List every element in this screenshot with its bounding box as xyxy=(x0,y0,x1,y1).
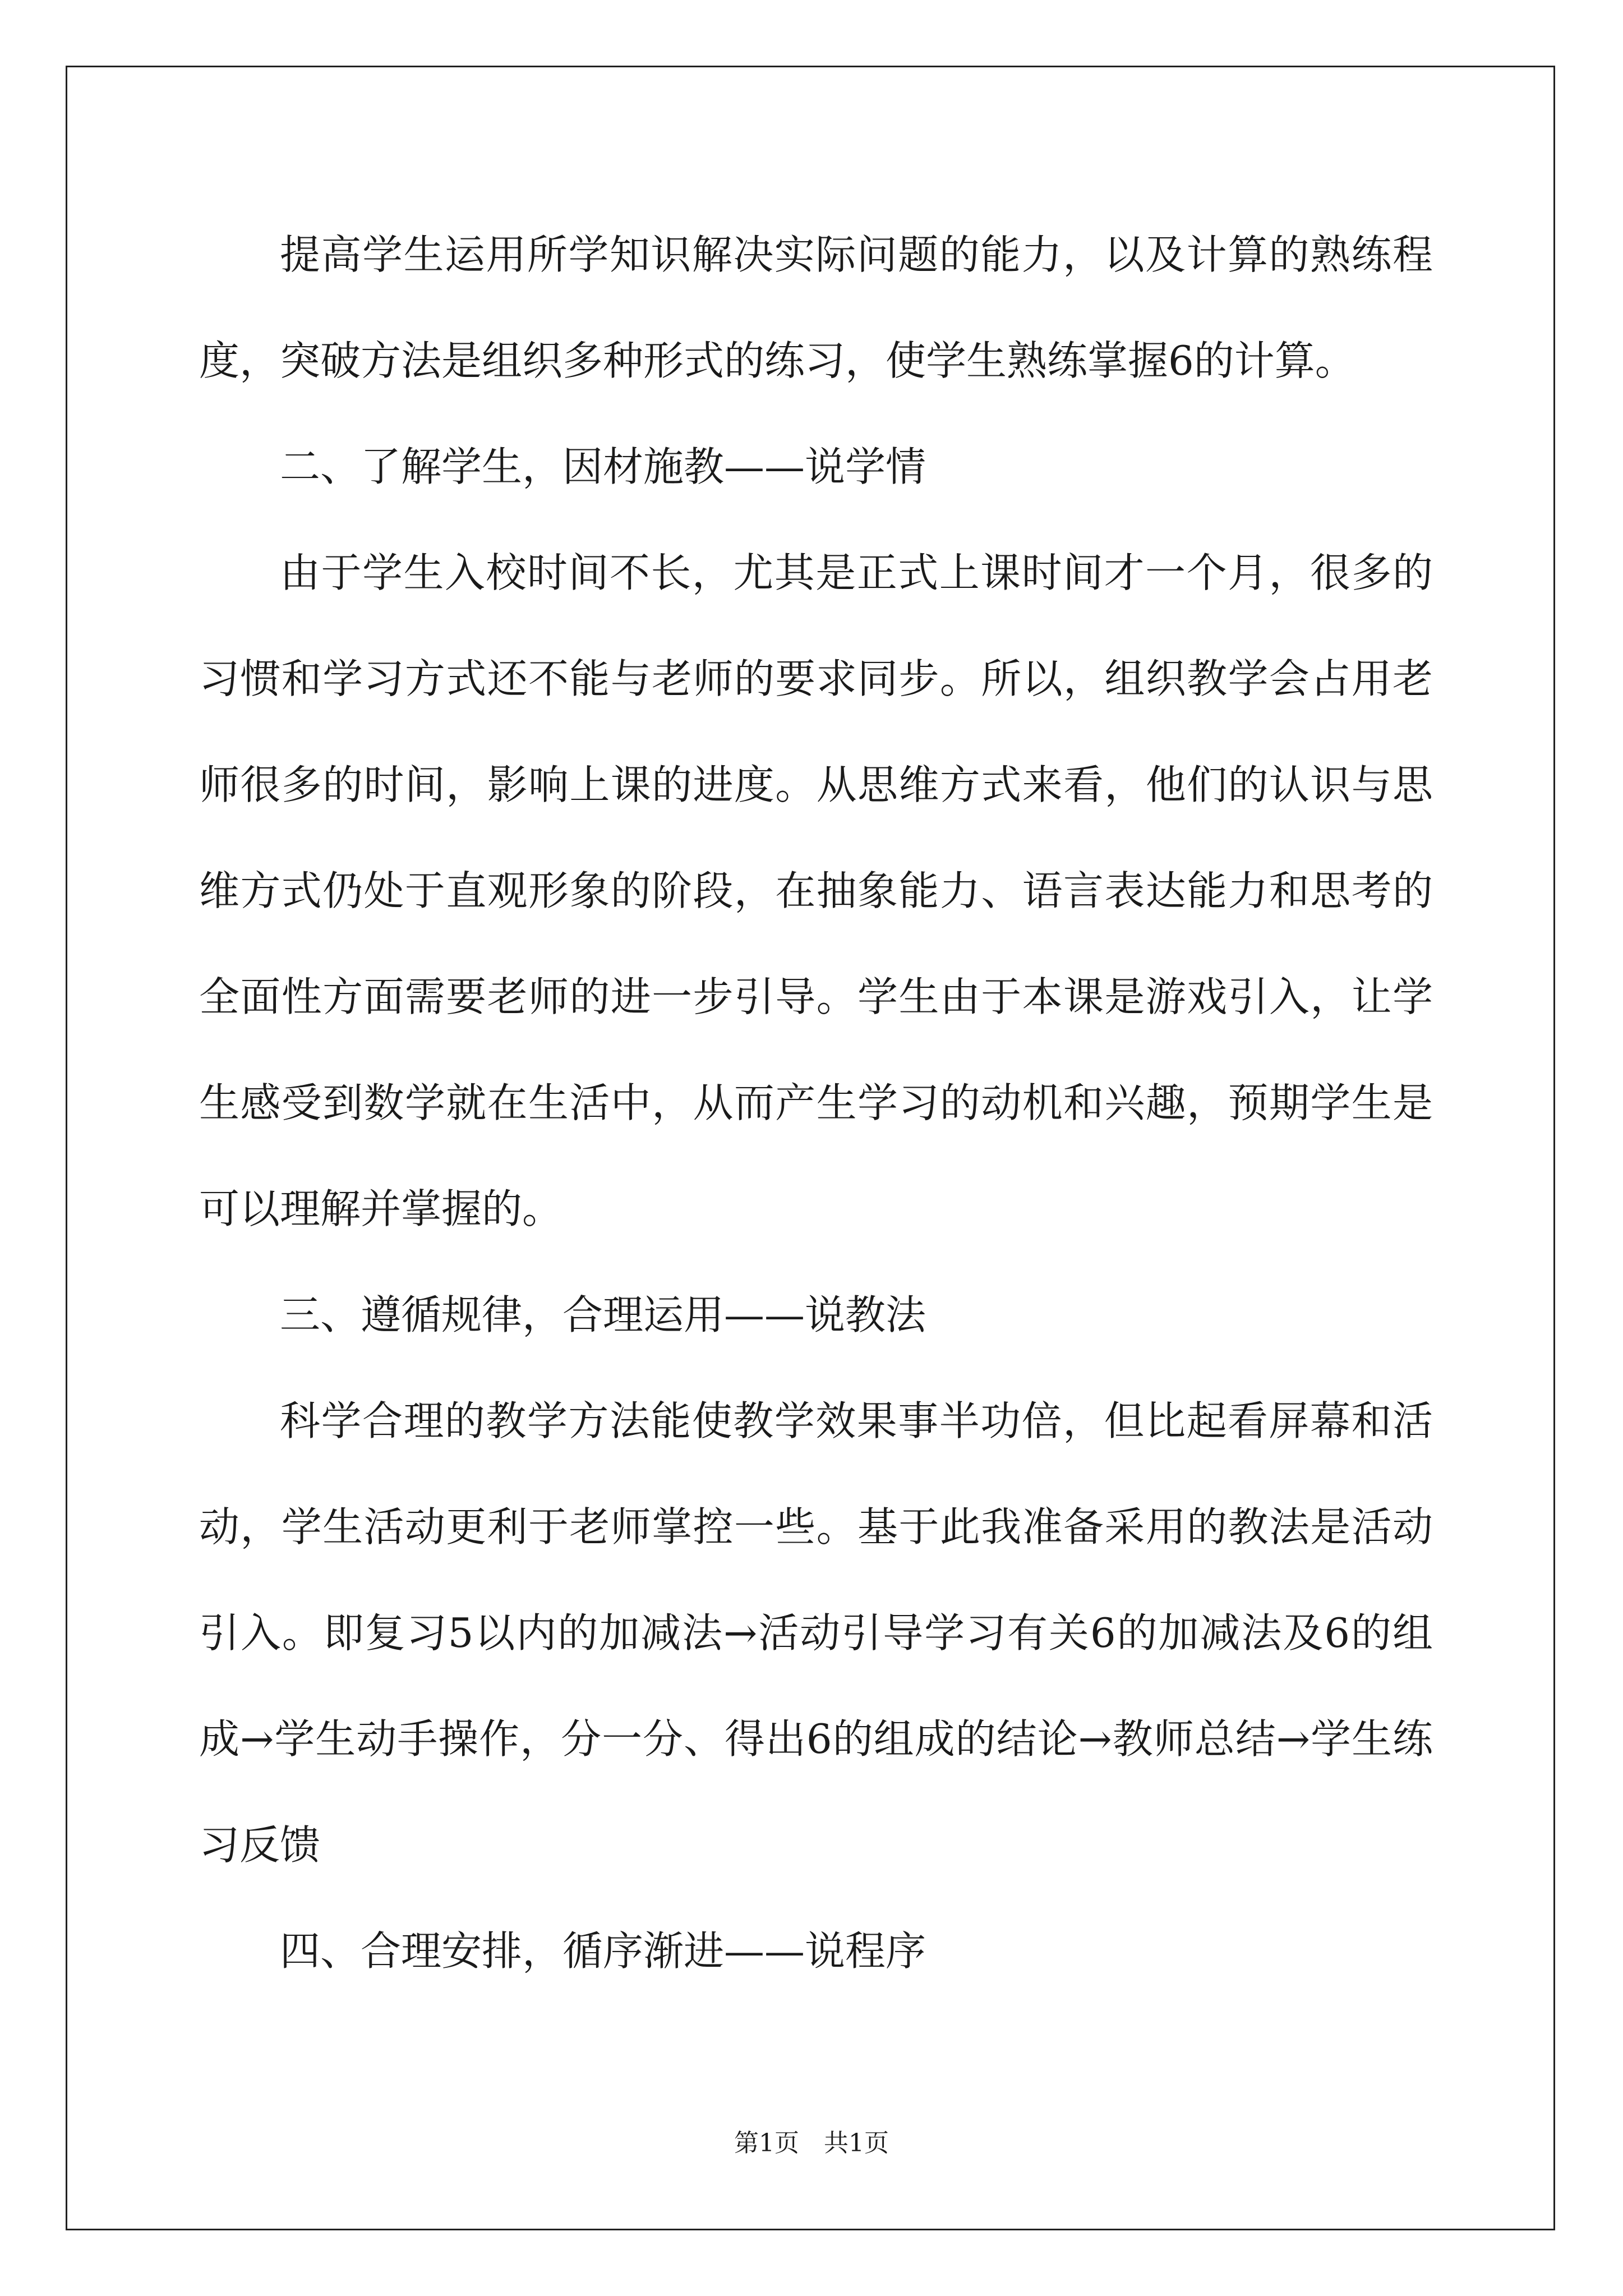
section-heading-4: 四、合理安排，循序渐进——说程序 xyxy=(280,1927,926,1975)
paragraph-1: 提高学生运用所学知识解决实际问题的能力，以及计算的熟练程度，突破方法是组织多种形式的练习，使学生熟练掌握6的计算。 xyxy=(199,231,1433,384)
page-footer: 第1页 共1页 xyxy=(734,2129,889,2157)
document-body xyxy=(199,202,1433,2004)
paragraph-3: 科学合理的教学方法能使教学效果事半功倍，但比起看屏幕和活动，学生活动更利于老师掌控一些。基于此我准备采用的教法是活动引入。即复习5以内的加减法→活动引导学习有关6的加减法及6的组成→学生动手操作，分一分、得出6的组成的结论→教师总结→学生练习反馈 xyxy=(199,1397,1433,1869)
section-heading-2: 二、了解学生，因材施教——说学情 xyxy=(280,443,926,490)
paragraph-2: 由于学生入校时间不长，尤其是正式上课时间才一个月，很多的习惯和学习方式还不能与老师的要求同步。所以，组织教学会占用老师很多的时间，影响上课的进度。从思维方式来看，他们的认识与思维方式仍处于直观形象的阶段，在抽象能力、语言表达能力和思考的全面性方面需要老师的进一步引导。学生由于本课是游戏引入，让学生感受到数学就在生活中，从而产生学习的动机和兴趣，预期学生是可以理解并掌握的。 xyxy=(199,549,1433,1232)
section-heading-3: 三、遵循规律，合理运用——说教法 xyxy=(280,1291,926,1338)
